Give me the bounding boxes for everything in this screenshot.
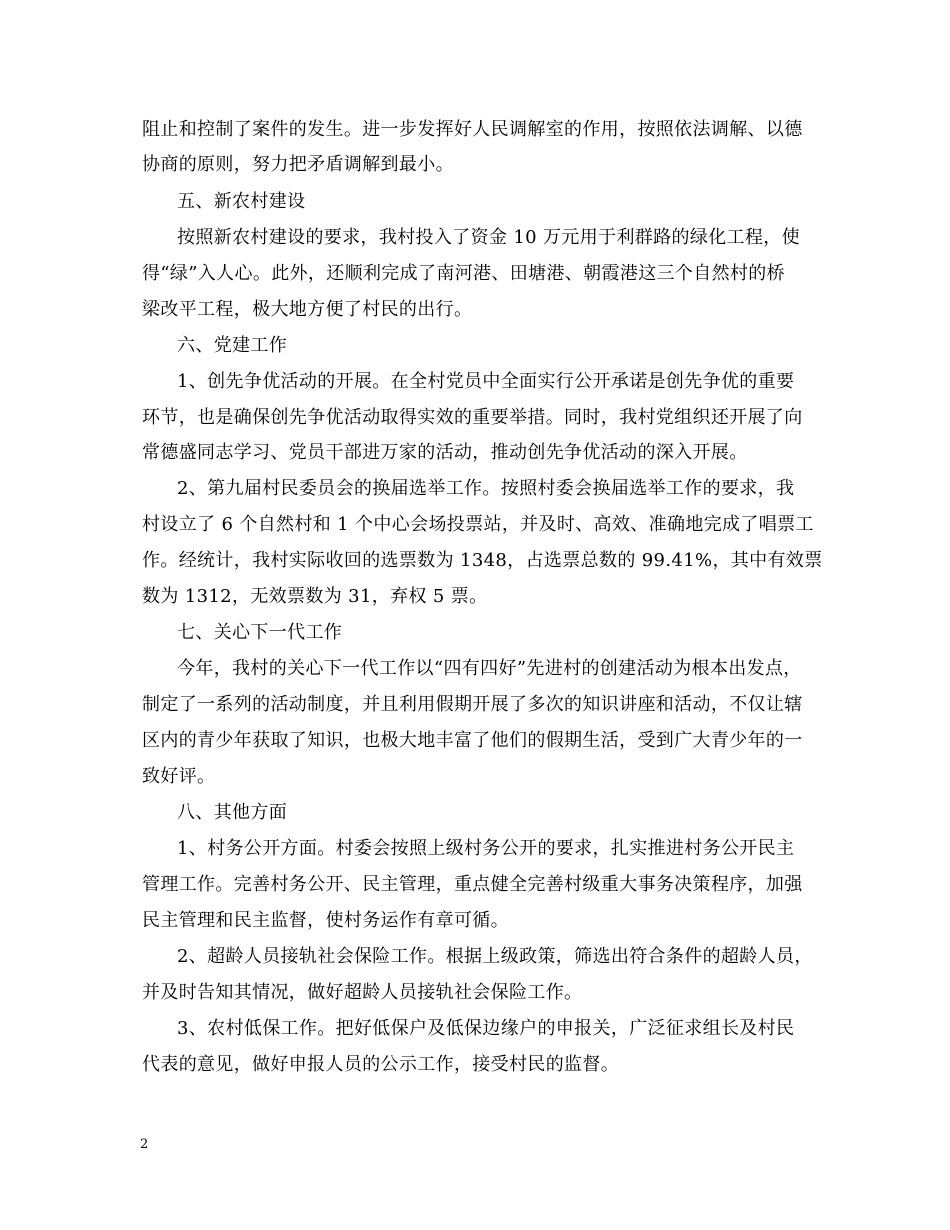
- text-line: 阻止和控制了案件的发生。进一步发挥好人民调解室的作用，按照依法调解、以德: [142, 119, 803, 140]
- paragraph-line: 按照新农村建设的要求，我村投入了资金 10 万元用于利群路的绿化工程，使: [177, 227, 800, 248]
- paragraph-line: 2、第九届村民委员会的换届选举工作。按照村委会换届选举工作的要求，我: [177, 478, 795, 499]
- text-line: 常德盛同志学习、党员干部进万家的活动，推动创先争优活动的深入开展。: [142, 442, 748, 463]
- section-heading: 八、其他方面: [177, 802, 288, 823]
- paragraph-line: 3、农村低保工作。把好低保户及低保边缘户的申报关，广泛征求组长及村民: [177, 1018, 795, 1039]
- text-line: 作。经统计，我村实际收回的选票数为 1348，占选票总数的 99.41%，其中有效票: [142, 550, 823, 571]
- text-line: 梁改平工程，极大地方便了村民的出行。: [142, 299, 473, 320]
- section-heading: 七、关心下一代工作: [177, 622, 343, 643]
- paragraph-line: 1、村务公开方面。村委会按照上级村务公开的要求，扎实推进村务公开民主: [177, 838, 795, 859]
- text-line: 区内的青少年获取了知识，也极大地丰富了他们的假期生活，受到广大青少年的一: [142, 730, 803, 751]
- paragraph-line: 今年，我村的关心下一代工作以“四有四好”先进村的创建活动为根本出发点，: [177, 658, 802, 679]
- paragraph-line: 2、超龄人员接轨社会保险工作。根据上级政策，筛选出符合条件的超龄人员，: [177, 946, 813, 967]
- text-line: 数为 1312，无效票数为 31，弃权 5 票。: [142, 586, 488, 607]
- section-heading: 六、党建工作: [177, 335, 288, 356]
- text-line: 民主管理和民主监督，使村务运作有章可循。: [142, 910, 509, 931]
- text-line: 致好评。: [142, 766, 216, 787]
- text-line: 环节，也是确保创先争优活动取得实效的重要举措。同时，我村党组织还开展了向: [142, 407, 803, 428]
- text-line: 管理工作。完善村务公开、民主管理，重点健全完善村级重大事务决策程序，加强: [142, 874, 803, 895]
- text-line: 并及时告知其情况，做好超龄人员接轨社会保险工作。: [142, 982, 583, 1003]
- text-line: 制定了一系列的活动制度，并且利用假期开展了多次的知识讲座和活动，不仅让辖: [142, 694, 803, 715]
- text-line: 村设立了 6 个自然村和 1 个中心会场投票站，并及时、高效、准确地完成了唱票工: [142, 514, 814, 535]
- text-line: 代表的意见，做好申报人员的公示工作，接受村民的监督。: [142, 1054, 620, 1075]
- section-heading: 五、新农村建设: [177, 191, 306, 212]
- page-number: 2: [140, 1137, 149, 1152]
- text-line: 协商的原则，努力把矛盾调解到最小。: [142, 154, 454, 175]
- text-line: 得“绿”入人心。此外，还顺利完成了南河港、田塘港、朝霞港这三个自然村的桥: [142, 263, 786, 284]
- paragraph-line: 1、创先争优活动的开展。在全村党员中全面实行公开承诺是创先争优的重要: [177, 371, 795, 392]
